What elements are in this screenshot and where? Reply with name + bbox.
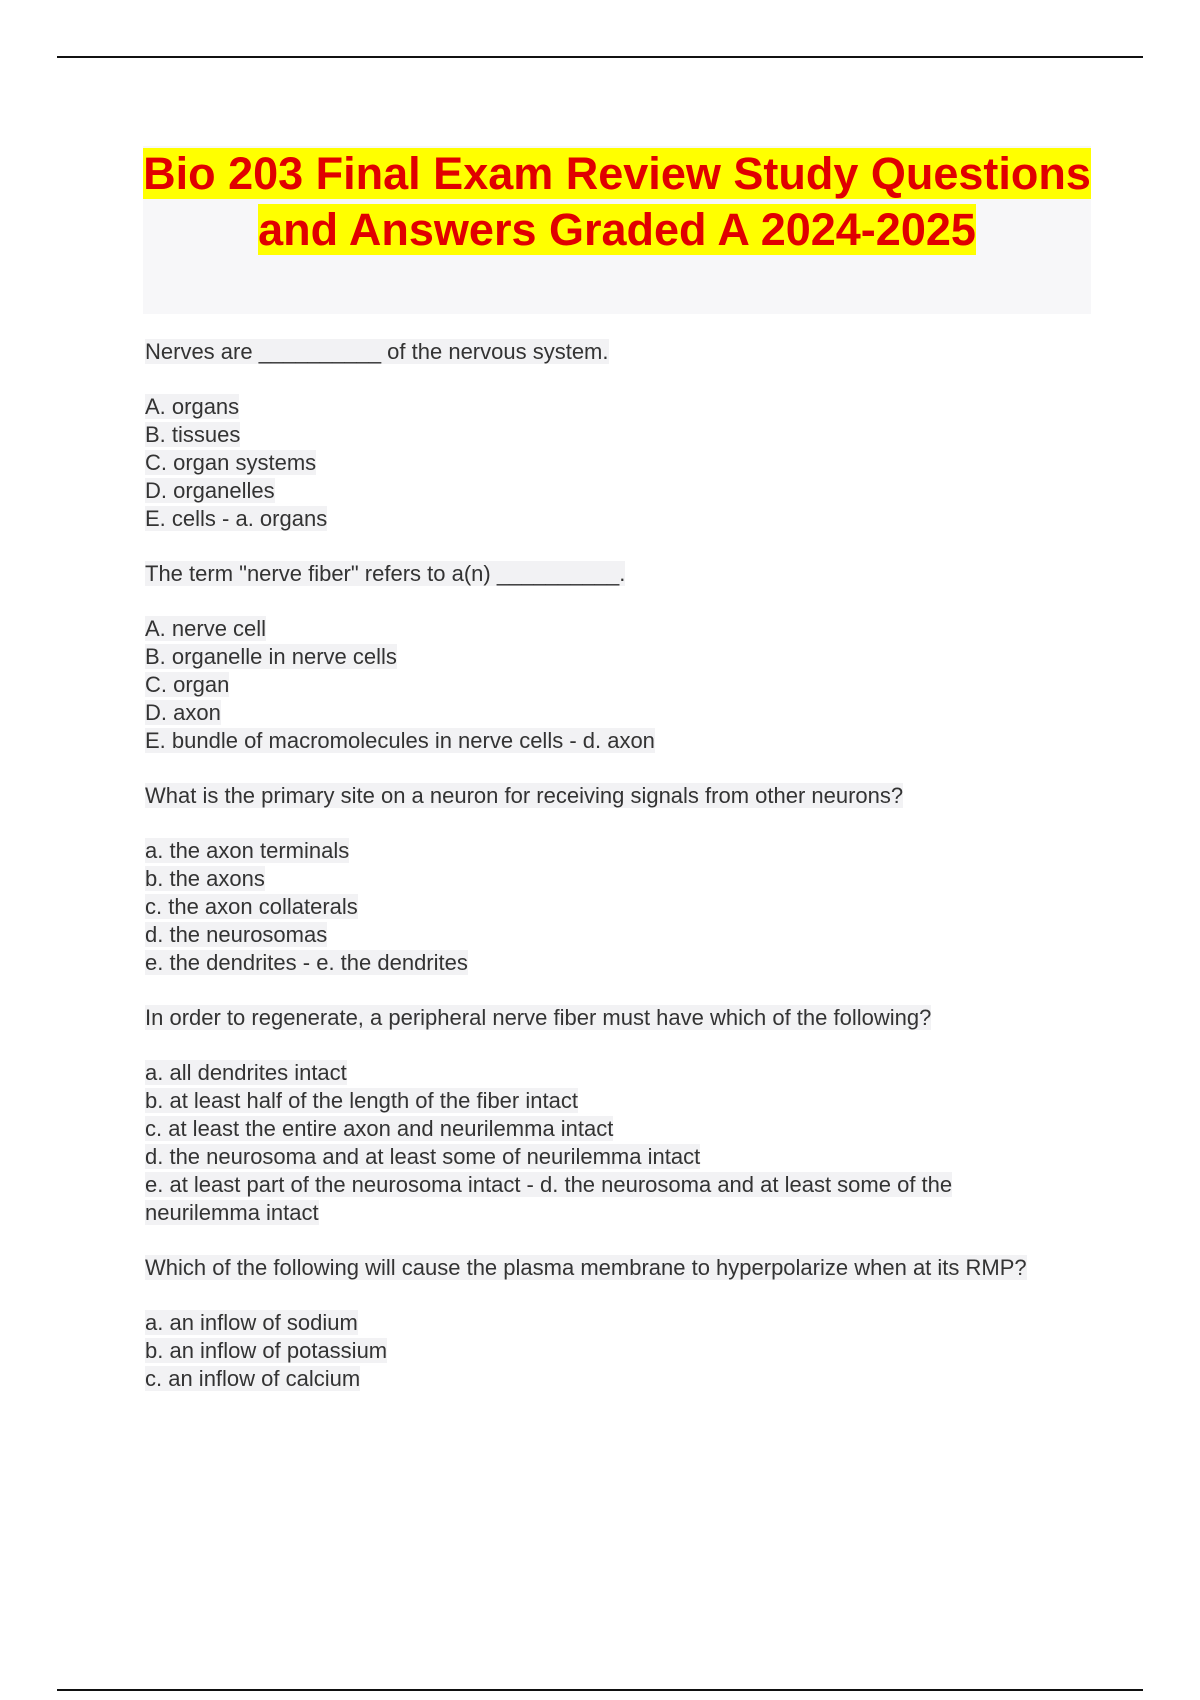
question-item	[145, 782, 1065, 977]
top-rule	[57, 56, 1143, 58]
question-text: Nerves are __________ of the nervous system.	[145, 339, 609, 364]
answer-option: C. organ systems	[145, 450, 317, 475]
answer-option: c. an inflow of calcium	[145, 1366, 361, 1391]
question-item	[145, 560, 1065, 755]
answer-option: b. the axons	[145, 866, 265, 891]
answer-option: A. organs	[145, 394, 240, 419]
answer-option: e. the dendrites - e. the dendrites	[145, 950, 468, 975]
answer-option: d. the neurosomas	[145, 922, 328, 947]
title-block	[143, 146, 1091, 314]
answer-option: d. the neurosoma and at least some of neurilemma intact	[145, 1144, 701, 1169]
answer-option: C. organ	[145, 672, 230, 697]
answer-option: B. organelle in nerve cells	[145, 644, 397, 669]
bottom-rule	[57, 1689, 1143, 1691]
answer-option: D. axon	[145, 700, 221, 725]
question-item	[145, 338, 1065, 533]
question-item	[145, 1254, 1065, 1393]
question-text: What is the primary site on a neuron for receiving signals from other neurons?	[145, 783, 904, 808]
answer-option: c. the axon collaterals	[145, 894, 358, 919]
document-title	[143, 146, 1091, 258]
question-text: The term "nerve fiber" refers to a(n) __________.	[145, 561, 626, 586]
answer-option: b. an inflow of potassium	[145, 1338, 388, 1363]
question-list	[145, 338, 1065, 1420]
answer-option: c. at least the entire axon and neurilemma intact	[145, 1116, 614, 1141]
answer-option: B. tissues	[145, 422, 241, 447]
answer-option: D. organelles	[145, 478, 275, 503]
answer-option: a. an inflow of sodium	[145, 1310, 358, 1335]
answer-option: a. the axon terminals	[145, 838, 350, 863]
answer-option: b. at least half of the length of the fiber intact	[145, 1088, 578, 1113]
answer-option: E. bundle of macromolecules in nerve cells - d. axon	[145, 728, 655, 753]
answer-option: a. all dendrites intact	[145, 1060, 347, 1085]
question-text: In order to regenerate, a peripheral nerve fiber must have which of the following?	[145, 1005, 932, 1030]
answer-option: E. cells - a. organs	[145, 506, 328, 531]
answer-option: e. at least part of the neurosoma intact - d. the neurosoma and at least some of the neurilemma intact	[145, 1172, 953, 1225]
question-text: Which of the following will cause the plasma membrane to hyperpolarize when at its RMP?	[145, 1255, 1027, 1280]
answer-option: A. nerve cell	[145, 616, 267, 641]
question-item	[145, 1004, 1065, 1227]
document-title-text: Bio 203 Final Exam Review Study Questions and Answers Graded A 2024-2025	[143, 148, 1091, 255]
